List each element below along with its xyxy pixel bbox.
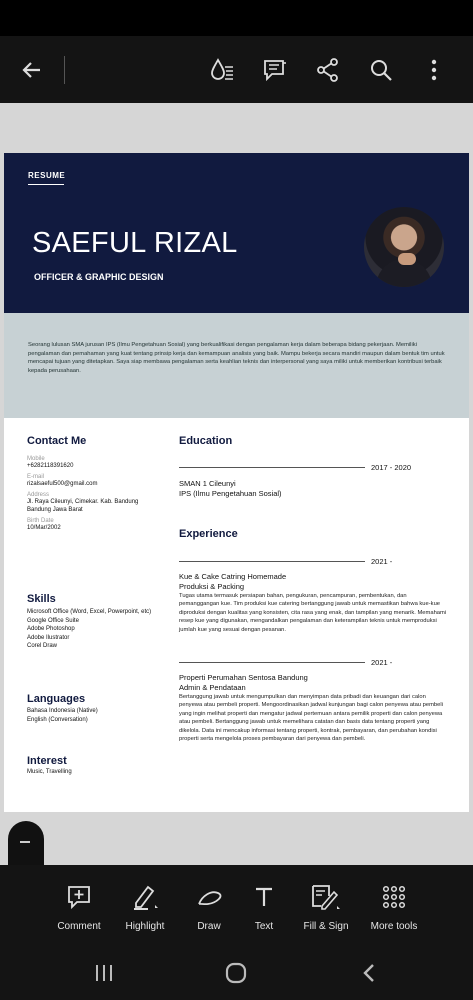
- job-company: Kue & Cake Catring Homemade: [179, 572, 287, 581]
- job-date: 2021 -: [371, 658, 393, 667]
- highlighter-icon: [110, 883, 180, 911]
- more-tools-label: More tools: [370, 921, 418, 932]
- search-icon[interactable]: [365, 54, 397, 86]
- mobile-value: +6282118391620: [27, 463, 74, 469]
- list-item: Bahasa Indonesia (Native): [27, 708, 98, 714]
- document-viewer[interactable]: [0, 103, 473, 865]
- bottom-toolbar: [0, 865, 473, 945]
- job-description: Bertanggung jawab untuk mengumpulkan dan menyimpan data pribadi dan keuangan dari calon penyewa atau pembeli properti. Mengoordinasikan jadwal kunjungan bagi calon penyewa atau pembeli yang ingin melihat properti dan mengatur jadwal pertemuan antara pemilik properti dan calon penyewa atau pembeli. Bertanggung jawab untuk memelihara catatan dan basis data tentang properti yang dikelola. Data ini mencakup informasi tentang properti, kontrak, pembayaran, dan perubahan kondisi properti serta mengelola proses pembayaran dari penyewa dan pembeli.: [179, 694, 443, 743]
- toolbar-divider: [64, 56, 65, 84]
- handle-grip-icon: [20, 841, 30, 843]
- resume-role: OFFICER & GRAPHIC DESIGN: [34, 272, 164, 282]
- experience-title: Experience: [179, 528, 238, 540]
- contact-section: [27, 435, 162, 532]
- divider-line: [179, 662, 365, 663]
- more-vertical-icon[interactable]: [418, 54, 450, 86]
- languages-list: [27, 707, 98, 724]
- fill-sign-label: Fill & Sign: [303, 921, 349, 932]
- list-item: Google Office Suite: [27, 617, 79, 624]
- back-arrow-icon[interactable]: [16, 54, 48, 86]
- education-date-row: [179, 463, 445, 473]
- birth-value: 10/Mar/2002: [27, 525, 61, 531]
- mobile-label: Mobile: [27, 456, 45, 462]
- comment-label: Comment: [57, 921, 101, 932]
- fill-sign-icon: [291, 883, 361, 911]
- job-description: Tugas utama termasuk persiapan bahan, pengukuran, pencampuran, pembentukan, dan pemanggangan kue. Tim produksi kue catering bertanggung jawab untuk memastikan bahwa kue-kue diproduksi dengan kualitas yang konsisten, cita rasa yang enak, dan tampilan yang menarik. Memahami resep kue yang digunakan, mengandalkan pengalaman dan keterampilan teknis untuk memproduksi jumlah kue yang sesuai dengan pesanan.: [179, 593, 447, 633]
- photo-hand: [398, 253, 416, 265]
- comments-icon[interactable]: [259, 54, 291, 86]
- recent-apps-icon[interactable]: [92, 961, 116, 985]
- contact-title: Contact Me: [27, 435, 87, 447]
- job-date-row: [179, 557, 445, 567]
- highlight-button[interactable]: [110, 883, 180, 932]
- text-icon: [229, 883, 299, 911]
- job-date-row: [179, 658, 445, 668]
- languages-title: Languages: [27, 693, 86, 705]
- profile-photo: [364, 207, 444, 287]
- interest-text: Music, Travelling: [27, 769, 72, 775]
- system-nav-bar: [0, 945, 473, 1000]
- list-item: Adobe Photoshop: [27, 626, 75, 633]
- email-label: E-mail: [27, 474, 45, 480]
- comment-add-icon: [44, 883, 114, 911]
- address-label: Address: [27, 492, 50, 498]
- skills-list: [27, 608, 162, 651]
- education-block: [179, 479, 447, 499]
- job-date: 2021 -: [371, 557, 393, 566]
- home-icon[interactable]: [224, 961, 248, 985]
- job-block: [179, 572, 447, 634]
- more-tools-button[interactable]: [359, 883, 429, 932]
- text-label: Text: [254, 921, 274, 932]
- text-button[interactable]: [229, 883, 299, 932]
- job-company: Properti Perumahan Sentosa Bandung: [179, 673, 308, 682]
- page-scrubber-handle[interactable]: [8, 821, 44, 865]
- job-position: Admin & Pendataan: [179, 683, 246, 692]
- top-app-bar: [0, 36, 473, 103]
- share-icon[interactable]: [312, 54, 344, 86]
- summary-text: Seorang lulusan SMA jurusan IPS (Ilmu Pengetahuan Sosial) yang berkualifikasi dengan pengalaman kerja dalam beberapa bidang pekerjaan. Memiliki pengalaman dan pemahaman yang kuat tentang prinsip kerja dan kemampuan analisis yang baik. Mampu bekerja secara mandiri maupun dalam bentuk tim untuk mencapai tujuan yang ditetapkan. Saya siap membawa pengalaman serta keahlian teknis dan interpersonal yang saya miliki untuk memberikan kontribusi terbaik kepada perusahaan.: [28, 342, 445, 375]
- divider-line: [179, 561, 365, 562]
- interest-title: Interest: [27, 755, 67, 767]
- resume-tag: RESUME: [28, 171, 66, 180]
- education-title: Education: [179, 435, 233, 447]
- grid-icon: [359, 883, 429, 911]
- school-name: SMAN 1 Cileunyi: [179, 479, 236, 488]
- status-bar: [0, 0, 473, 36]
- draw-label: Draw: [197, 921, 221, 932]
- resume-name: SAEFUL RIZAL: [32, 227, 238, 259]
- birth-label: Birth Date: [27, 518, 54, 524]
- comment-button[interactable]: [44, 883, 114, 932]
- job-block: [179, 673, 447, 743]
- list-item: Corel Draw: [27, 643, 58, 650]
- divider-line: [179, 467, 365, 468]
- summary-section: [4, 313, 469, 418]
- list-item: Microsoft Office (Word, Excel, Powerpoint, etc): [27, 609, 152, 615]
- read-mode-icon[interactable]: [206, 54, 238, 86]
- list-item: English (Conversation): [27, 716, 88, 723]
- job-position: Produksi & Packing: [179, 582, 245, 591]
- school-major: IPS (Ilmu Pengetahuan Sosial): [179, 489, 282, 498]
- highlight-label: Highlight: [125, 921, 165, 932]
- resume-page: [4, 153, 469, 812]
- skills-title: Skills: [27, 593, 56, 605]
- email-value: rizalsaeful500@gmail.com: [27, 481, 98, 487]
- nav-back-icon[interactable]: [357, 961, 381, 985]
- list-item: Adobe Ilustrator: [27, 634, 70, 641]
- fill-sign-button[interactable]: [291, 883, 361, 932]
- address-value: Jl. Raya Cileunyi, Cimekar. Kab. Bandung Bandung Jawa Barat: [27, 499, 139, 513]
- education-date: 2017 - 2020: [371, 463, 412, 472]
- resume-header: [4, 153, 469, 313]
